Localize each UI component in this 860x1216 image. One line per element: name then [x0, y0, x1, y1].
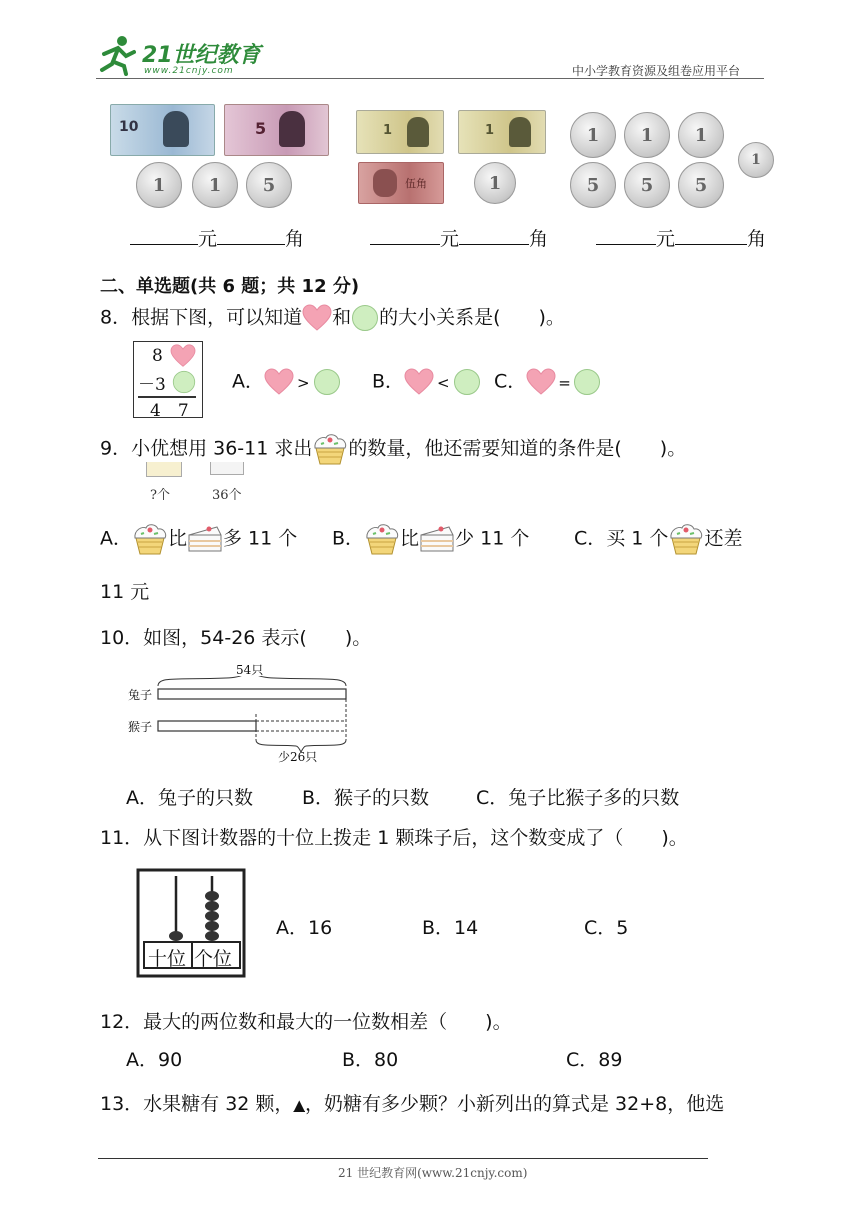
portrait-icon — [373, 169, 397, 197]
option-label: B． — [332, 527, 365, 550]
q9-stem-text: 的数量，他还需要知道的条件是( )。 — [348, 437, 687, 460]
coin: 1 — [136, 162, 182, 208]
calc-top: 8 — [152, 346, 163, 366]
diagram-bottom-label: 少26只 — [278, 750, 318, 764]
option-text: 比 — [400, 527, 420, 550]
q13-stem-text: ，奶糖有多少颗？小新列出的算式是 32+8，他选 — [304, 1093, 725, 1115]
q12-option-b[interactable]: B．80 — [342, 1049, 399, 1071]
bill-value: 10 — [119, 119, 139, 135]
money-answer-row — [370, 226, 548, 251]
q9-label-1: ?个 — [150, 488, 170, 500]
option-label: B． — [372, 370, 405, 393]
unit-yuan: 元 — [198, 228, 218, 250]
q12-option-a[interactable]: A．90 — [126, 1049, 183, 1071]
bill-value: 1 — [485, 123, 495, 138]
q9-stem-text: 9．小优想用 36-11 求出 — [100, 437, 313, 460]
circle-icon — [313, 368, 341, 396]
portrait-icon — [509, 117, 531, 147]
portrait-icon — [279, 111, 305, 147]
yuan-blank-2[interactable] — [370, 226, 440, 245]
coin: 5 — [678, 162, 724, 208]
q8-stem-text: 和 — [332, 306, 352, 329]
q9-option-c[interactable] — [574, 522, 742, 556]
section-title: 二、单选题(共 6 题；共 12 分) — [100, 276, 360, 297]
portrait-icon — [407, 117, 429, 147]
cupcake-icon — [668, 522, 704, 556]
footer-text: 21 世纪教育网(www.21cnjy.com) — [338, 1166, 528, 1180]
q8-stem-text: 的大小关系是( )。 — [379, 306, 565, 329]
coin: 1 — [678, 112, 724, 158]
coin: 5 — [570, 162, 616, 208]
bill-value: 1 — [383, 123, 393, 138]
q8-stem-text: 8．根据下图，可以知道 — [100, 306, 303, 329]
circle-icon — [573, 368, 601, 396]
q9-stem — [100, 432, 686, 466]
five-jiao-note — [358, 162, 444, 204]
option-text: 多 11 个 — [223, 527, 298, 550]
one-yuan-note — [356, 110, 444, 154]
q11-option-b[interactable]: B．14 — [422, 917, 479, 939]
q11-stem: 11．从下图计数器的十位上拨走 1 颗珠子后，这个数变成了（ )。 — [100, 827, 688, 849]
q8-option-b[interactable] — [372, 368, 481, 396]
q13-stem-text: 13．水果糖有 32 颗， — [100, 1093, 294, 1115]
coin: 1 — [570, 112, 616, 158]
q12-stem: 12．最大的两位数和最大的一位数相差（ )。 — [100, 1011, 512, 1033]
q10-stem: 10．如图，54-26 表示( )。 — [100, 627, 372, 649]
footer-rule — [98, 1158, 708, 1159]
cupcake-icon — [364, 522, 400, 556]
unit-jiao: 角 — [285, 228, 305, 250]
unit-yuan: 元 — [440, 228, 460, 250]
q8-option-a[interactable] — [232, 368, 341, 396]
cake-slice-icon — [187, 523, 223, 555]
yuan-blank-3[interactable] — [596, 226, 656, 245]
q10-option-b[interactable]: B．猴子的只数 — [302, 787, 430, 809]
money-group-3 — [568, 110, 778, 210]
diagram-top-label: 54只 — [236, 663, 264, 677]
circle-icon — [172, 370, 196, 394]
compare-symbol: > — [297, 373, 310, 392]
coin: 1 — [624, 112, 670, 158]
header-platform-text: 中小学教育资源及组卷应用平台 — [572, 64, 741, 78]
line-segment-diagram — [126, 664, 366, 764]
money-answer-row — [596, 226, 766, 251]
jiao-blank-1[interactable] — [217, 226, 285, 245]
runner-logo-icon — [96, 34, 136, 76]
option-text: 比 — [168, 527, 188, 550]
option-label: C． — [494, 370, 527, 393]
q9-option-c-cont: 11 元 — [100, 581, 150, 603]
five-yuan-note — [224, 104, 329, 156]
logo-text: 21世纪教育 — [142, 43, 261, 68]
cupcake-icon — [312, 432, 348, 466]
jiao-blank-3[interactable] — [675, 226, 747, 245]
money-answer-row — [130, 226, 304, 251]
q9-option-b[interactable] — [332, 522, 529, 556]
coin: 1 — [474, 162, 516, 204]
compare-symbol: = — [558, 373, 571, 392]
ones-label: 个位 — [194, 948, 233, 970]
circle-icon — [453, 368, 481, 396]
calc-bottom: 4 7 — [150, 401, 189, 421]
heart-icon — [302, 304, 332, 332]
coin: 5 — [246, 162, 292, 208]
money-group-2 — [356, 110, 556, 210]
q8-calc-box — [133, 341, 203, 421]
q11-option-c[interactable]: C．5 — [584, 917, 629, 939]
q10-option-a[interactable]: A．兔子的只数 — [126, 787, 253, 809]
option-label: C．买 1 个 — [574, 527, 669, 550]
circle-icon — [351, 304, 379, 332]
q10-option-c[interactable]: C．兔子比猴子多的只数 — [476, 787, 680, 809]
tens-label: 十位 — [148, 948, 187, 970]
one-yuan-note — [458, 110, 546, 154]
cupcake-icon — [132, 522, 168, 556]
bill-value: 伍角 — [405, 177, 427, 190]
q9-option-a[interactable] — [100, 522, 297, 556]
logo-url: www.21cnjy.com — [144, 66, 234, 76]
unit-jiao: 角 — [747, 228, 767, 250]
q8-stem — [100, 304, 565, 332]
portrait-icon — [163, 111, 189, 147]
heart-icon — [526, 368, 556, 396]
unit-yuan: 元 — [656, 228, 676, 250]
cake-stack-top — [210, 462, 244, 475]
option-text: 还差 — [704, 527, 743, 550]
q9-picture-strip — [140, 462, 260, 500]
q13-stem — [100, 1092, 724, 1117]
heart-icon — [170, 344, 196, 368]
q8-option-c[interactable] — [494, 368, 601, 396]
diagram-row1-label: 兔子 — [128, 688, 153, 702]
heart-icon — [404, 368, 434, 396]
q11-abacus — [136, 868, 248, 980]
option-label: A． — [232, 370, 264, 393]
yuan-blank-1[interactable] — [130, 226, 198, 245]
q11-option-a[interactable]: A．16 — [276, 917, 333, 939]
cupcake-stack-top — [146, 462, 182, 477]
coin: 1 — [738, 142, 774, 178]
unit-jiao: 角 — [529, 228, 549, 250]
option-text: 少 11 个 — [455, 527, 530, 550]
compare-symbol: < — [437, 373, 450, 392]
bill-value: 5 — [255, 119, 267, 138]
calc-op: －3 — [138, 375, 166, 395]
money-group-1 — [108, 104, 328, 204]
coin: 5 — [624, 162, 670, 208]
coin: 1 — [192, 162, 238, 208]
jiao-blank-2[interactable] — [459, 226, 529, 245]
triangle-mark: ▲ — [293, 1096, 305, 1114]
q12-option-c[interactable]: C．89 — [566, 1049, 623, 1071]
q9-label-2: 36个 — [212, 488, 242, 500]
header-logo — [96, 34, 266, 80]
option-label: A． — [100, 527, 132, 550]
ten-yuan-note — [110, 104, 215, 156]
header-rule — [96, 78, 764, 79]
q10-diagram — [126, 664, 366, 764]
heart-icon — [264, 368, 294, 396]
cake-slice-icon — [419, 523, 455, 555]
diagram-row2-label: 猴子 — [128, 720, 153, 734]
